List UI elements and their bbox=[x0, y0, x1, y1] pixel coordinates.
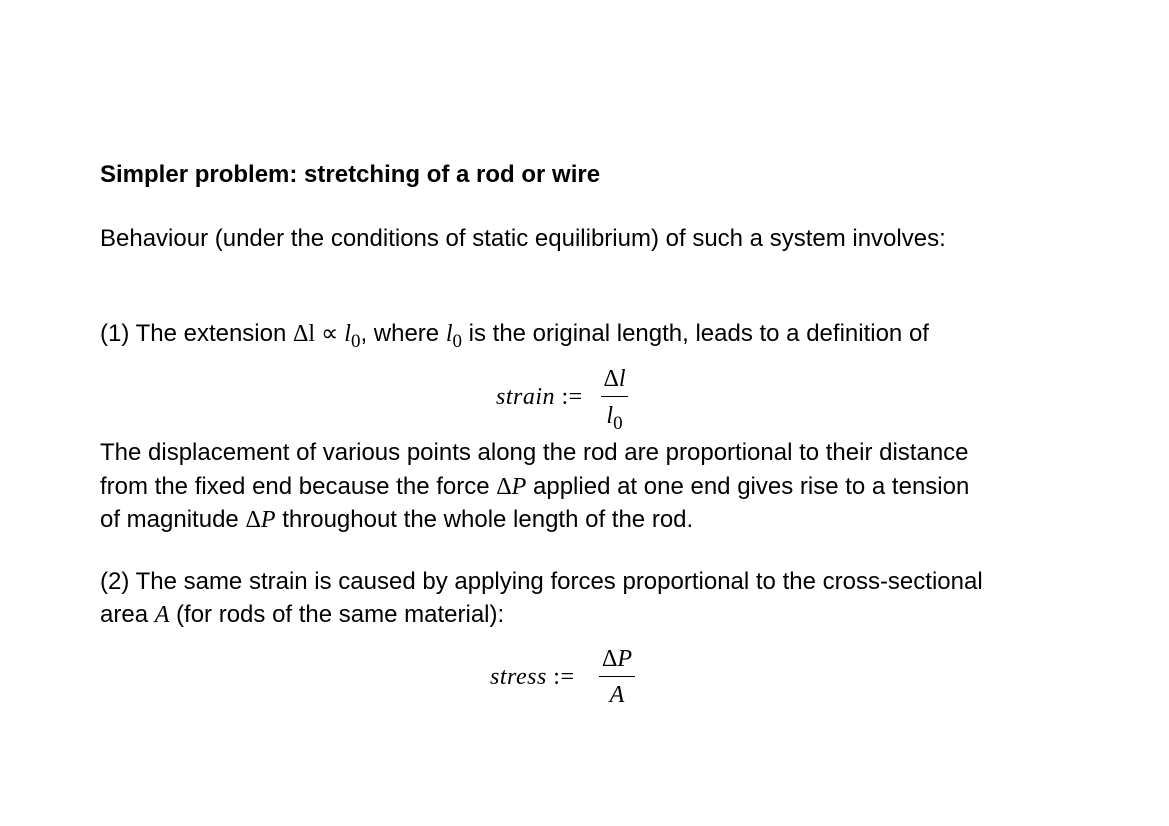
tension-var: P bbox=[260, 507, 276, 533]
stress-num-var: P bbox=[617, 646, 633, 672]
strain-fraction-bar bbox=[601, 396, 628, 397]
stress-equation bbox=[490, 644, 640, 714]
stress-num-delta: Δ bbox=[601, 646, 618, 672]
stress-word: stress bbox=[490, 664, 547, 690]
item-1-mid: , where bbox=[360, 320, 446, 347]
item-1-prefix: (1) The extension bbox=[100, 320, 293, 347]
item-1-suffix: is the original length, leads to a definition of bbox=[461, 320, 929, 347]
strain-num-var: l bbox=[618, 366, 626, 392]
l0-symbol-second bbox=[445, 321, 462, 352]
paragraph-line-2 bbox=[100, 475, 969, 499]
strain-lhs bbox=[496, 385, 583, 409]
paragraph-line-1: The displacement of various points along the rod are proportional to their distance bbox=[100, 439, 969, 466]
l0-var-second: l bbox=[445, 321, 453, 347]
delta-l-text: Δl bbox=[293, 321, 316, 347]
area-var: A bbox=[154, 602, 170, 628]
proportional-symbol: ∝ bbox=[315, 321, 345, 347]
intro-text: Behaviour (under the conditions of static equilibrium) of such a system involves: bbox=[100, 225, 946, 252]
paragraph-line-3-b: throughout the whole length of the rod. bbox=[275, 506, 694, 533]
strain-den-subscript: 0 bbox=[613, 413, 623, 434]
strain-assign-symbol: := bbox=[561, 384, 583, 410]
force-var: P bbox=[511, 474, 527, 500]
l0-symbol bbox=[344, 321, 361, 352]
stress-lhs bbox=[490, 665, 575, 689]
stress-den-var: A bbox=[609, 682, 625, 708]
stress-fraction-bar bbox=[599, 676, 635, 677]
item-2-line-2 bbox=[100, 603, 504, 627]
strain-num-delta: Δ bbox=[603, 366, 619, 392]
force-delta-symbol: Δ bbox=[496, 474, 512, 500]
strain-numerator bbox=[601, 367, 628, 391]
tension-delta-symbol: Δ bbox=[245, 507, 261, 533]
item-2-line-1: (2) The same strain is caused by applying forces proportional to the cross-sectional bbox=[100, 568, 983, 595]
item-2-line-2-b: (for rods of the same material): bbox=[169, 601, 505, 628]
stress-fraction bbox=[599, 644, 635, 714]
paragraph-line-2-b: applied at one end gives rise to a tension bbox=[526, 473, 970, 500]
strain-equation bbox=[496, 364, 636, 434]
stress-assign bbox=[547, 664, 575, 690]
slide-title: Simpler problem: stretching of a rod or wire bbox=[100, 161, 601, 188]
l0-subscript-second: 0 bbox=[452, 331, 462, 352]
item-2-line-2-a: area bbox=[100, 601, 155, 628]
strain-denominator bbox=[601, 403, 628, 434]
item-1-text bbox=[100, 320, 929, 352]
stress-numerator bbox=[599, 647, 635, 671]
stress-assign-symbol: := bbox=[553, 664, 575, 690]
stress-denominator bbox=[599, 683, 635, 707]
paragraph-line-3 bbox=[100, 508, 693, 532]
l0-var: l bbox=[344, 321, 351, 347]
paragraph-line-2-a: from the fixed end because the force bbox=[100, 473, 497, 500]
paragraph-line-3-a: of magnitude bbox=[100, 506, 246, 533]
delta-l-symbol bbox=[293, 321, 315, 347]
strain-fraction bbox=[601, 364, 628, 434]
l0-subscript: 0 bbox=[350, 331, 361, 352]
strain-den-var: l bbox=[606, 403, 614, 429]
strain-assign bbox=[555, 384, 583, 410]
strain-word: strain bbox=[496, 384, 556, 410]
